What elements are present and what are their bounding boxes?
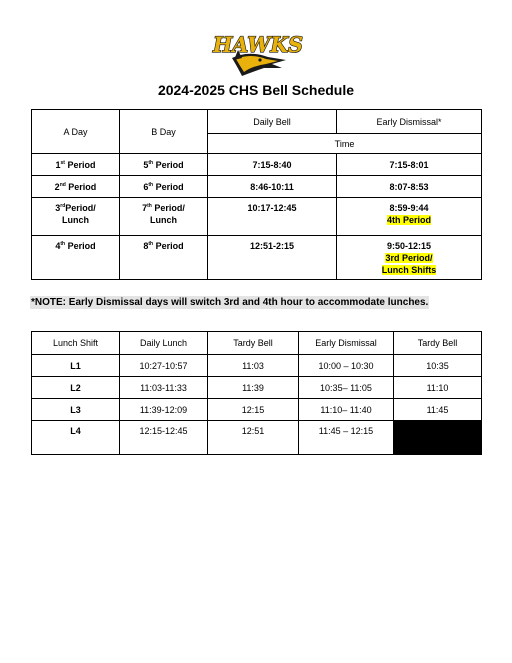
early-dismissal-cell: 8:07-8:53: [337, 176, 482, 198]
bell-schedule-table: [31, 109, 482, 280]
lunch-table-header-row: [32, 332, 482, 355]
b-day-cell: 8th Period: [120, 236, 208, 280]
early-dismissal-cell: 8:59-9:44 4th Period: [337, 198, 482, 236]
b-day-cell: 7th Period/ Lunch: [120, 198, 208, 236]
header-tardy-bell: Tardy Bell: [208, 332, 299, 355]
blacked-out-cell: [394, 421, 482, 455]
lunch-shift-cell: L3: [32, 399, 120, 421]
a-day-cell: 3rdPeriod/ Lunch: [32, 198, 120, 236]
lunch-shift-table: [31, 331, 482, 455]
highlight-label: 4th Period: [386, 215, 431, 225]
header-daily-bell: Daily Bell: [208, 110, 337, 134]
tardy-bell-cell: 11:39: [208, 377, 299, 399]
tardy-bell-cell: 12:15: [208, 399, 299, 421]
header-b-day: B Day: [120, 110, 208, 154]
b-day-cell: 6th Period: [120, 176, 208, 198]
table-row: [32, 154, 482, 176]
a-day-cell: 1st Period: [32, 154, 120, 176]
tardy-bell-cell: 11:03: [208, 355, 299, 377]
early-dismissal-note: *NOTE: Early Dismissal days will switch 3rd and 4th hour to accommodate lunches.: [31, 297, 429, 308]
tardy-bell-early-cell: 11:45: [394, 399, 482, 421]
table-row: [32, 377, 482, 399]
tardy-bell-early-cell: 11:10: [394, 377, 482, 399]
header-daily-lunch: Daily Lunch: [120, 332, 208, 355]
daily-lunch-cell: 12:15-12:45: [120, 421, 208, 455]
daily-lunch-cell: 11:39-12:09: [120, 399, 208, 421]
table-row: [32, 236, 482, 280]
early-dismissal-cell: 9:50-12:15 3rd Period/ Lunch Shifts: [337, 236, 482, 280]
table-row: [32, 399, 482, 421]
tardy-bell-early-cell: 10:35: [394, 355, 482, 377]
daily-bell-cell: 10:17-12:45: [208, 198, 337, 236]
header-early-dismissal: Early Dismissal*: [337, 110, 482, 134]
highlight-label: Lunch Shifts: [381, 265, 437, 275]
table-row: [32, 421, 482, 455]
early-dismissal-cell: 11:45 – 12:15: [299, 421, 394, 455]
lunch-shift-cell: L2: [32, 377, 120, 399]
daily-lunch-cell: 11:03-11:33: [120, 377, 208, 399]
header-tardy-bell-early: Tardy Bell: [394, 332, 482, 355]
header-early-dismissal: Early Dismissal: [299, 332, 394, 355]
lunch-shift-cell: L4: [32, 421, 120, 455]
table-row: [32, 355, 482, 377]
daily-bell-cell: 8:46-10:11: [208, 176, 337, 198]
highlight-label: 3rd Period/: [385, 253, 433, 263]
a-day-cell: 2nd Period: [32, 176, 120, 198]
a-day-cell: 4th Period: [32, 236, 120, 280]
daily-bell-cell: 7:15-8:40: [208, 154, 337, 176]
header-a-day: A Day: [32, 110, 120, 154]
hawks-logo: [208, 30, 308, 78]
early-dismissal-cell: 7:15-8:01: [337, 154, 482, 176]
b-day-cell: 5th Period: [120, 154, 208, 176]
daily-bell-cell: 12:51-2:15: [208, 236, 337, 280]
logo-text: HAWKS: [212, 32, 303, 57]
early-dismissal-cell: 10:00 – 10:30: [299, 355, 394, 377]
daily-lunch-cell: 10:27-10:57: [120, 355, 208, 377]
header-time: Time: [208, 134, 482, 154]
bell-table-header-row: [32, 110, 482, 134]
lunch-shift-cell: L1: [32, 355, 120, 377]
early-dismissal-cell: 10:35– 11:05: [299, 377, 394, 399]
early-dismissal-cell: 11:10– 11:40: [299, 399, 394, 421]
table-row: [32, 176, 482, 198]
page-title: 2024-2025 CHS Bell Schedule: [157, 82, 355, 98]
header-lunch-shift: Lunch Shift: [32, 332, 120, 355]
table-row: [32, 198, 482, 236]
tardy-bell-cell: 12:51: [208, 421, 299, 455]
